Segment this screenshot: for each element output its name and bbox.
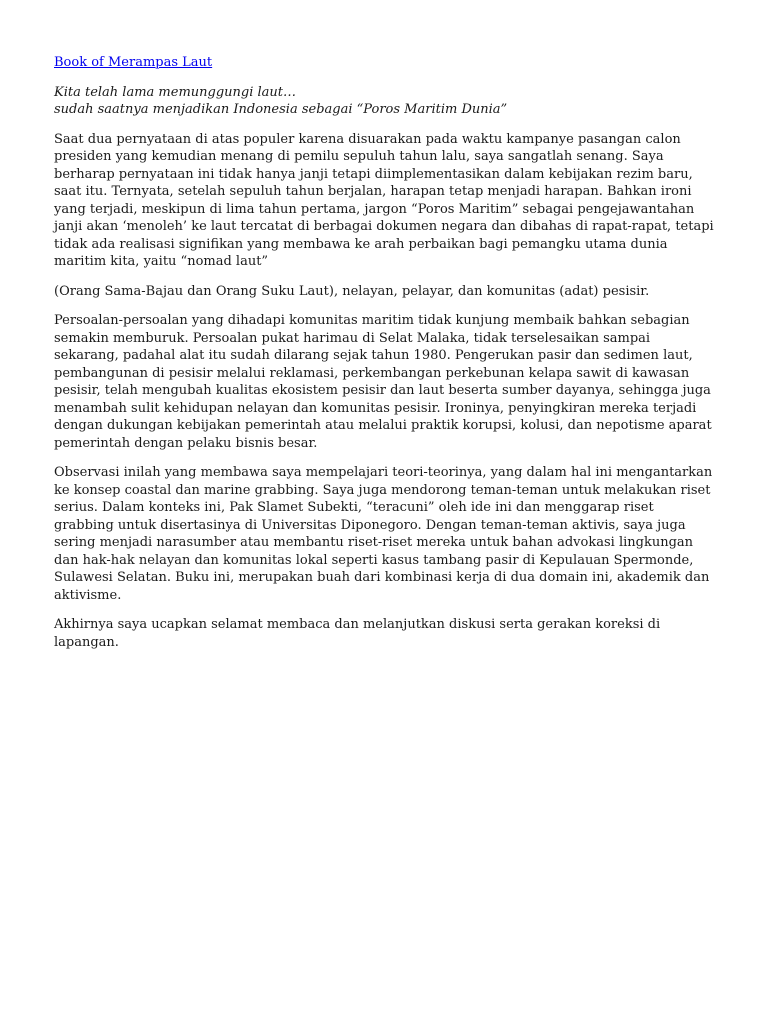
document-page [54, 54, 714, 651]
paragraph-1: Saat dua pernyataan di atas populer karena disuarakan pada waktu kampanye pasangan calon presiden yang kemudian menang di pemilu sepuluh tahun lalu, saya sangatlah senang. Saya berharap pernyataan ini tidak hanya janji tetapi diimplementasikan dalam kebijakan rezim baru, saat itu. Ternyata, setelah sepuluh tahun berjalan, harapan tetap menjadi harapan. Bahkan ironi yang terjadi, meskipun di lima tahun pertama, jargon “Poros Maritim” sebagai pengejawantahan janji akan ‘menoleh’ ke laut tercatat di berbagai dokumen negara dan dibahas di rapat-rapat, tetapi tidak ada realisasi signifikan yang membawa ke arah perbaikan bagi pemangku utama dunia maritim kita, yaitu “nomad laut” [54, 131, 714, 269]
book-link[interactable]: Book of Merampas Laut [54, 55, 213, 70]
quote-line-1: Kita telah lama memunggungi laut… [54, 84, 297, 100]
paragraph-3: Persoalan-persoalan yang dihadapi komunitas maritim tidak kunjung membaik bahkan sebagian semakin memburuk. Persoalan pukat harimau di Selat Malaka, tidak terselesaikan sampai sekarang, padahal alat itu sudah dilarang sejak tahun 1980. Pengerukan pasir dan sedimen laut, pembangunan di pesisir melalui reklamasi, perkembangan perkebunan kelapa sawit di kawasan pesisir, telah mengubah kualitas ekosistem pesisir dan laut beserta sumber dayanya, sehingga juga menambah sulit kehidupan nelayan dan komunitas pesisir. Ironinya, penyingkiran mereka terjadi dengan dukungan kebijakan pemerintah atau melalui praktik korupsi, kolusi, dan nepotisme aparat pemerintah dengan pelaku bisnis besar. [54, 313, 712, 451]
paragraph-4: Observasi inilah yang membawa saya mempelajari teori-teorinya, yang dalam hal ini mengantarkan ke konsep coastal dan marine grabbing. Saya juga mendorong teman-teman untuk melakukan riset serius. Dalam konteks ini, Pak Slamet Subekti, “teracuni” oleh ide ini dan menggarap riset grabbing untuk disertasinya di Universitas Diponegoro. Dengan teman-teman aktivis, saya juga sering menjadi narasumber atau membantu riset-riset mereka untuk bahan advokasi lingkungan dan hak-hak nelayan dan komunitas lokal seperti kasus tambang pasir di Kepulauan Spermonde, Sulawesi Selatan. Buku ini, merupakan buah dari kombinasi kerja di dua domain ini, akademik dan aktivisme. [54, 465, 713, 603]
paragraph-2: (Orang Sama-Bajau dan Orang Suku Laut), nelayan, pelayar, dan komunitas (adat) pesisir. [54, 283, 650, 299]
opening-quote [54, 84, 714, 119]
quote-line-2: sudah saatnya menjadikan Indonesia sebagai “Poros Maritim Dunia” [54, 102, 508, 117]
paragraph-5: Akhirnya saya ucapkan selamat membaca dan melanjutkan diskusi serta gerakan koreksi di lapangan. [54, 617, 661, 650]
